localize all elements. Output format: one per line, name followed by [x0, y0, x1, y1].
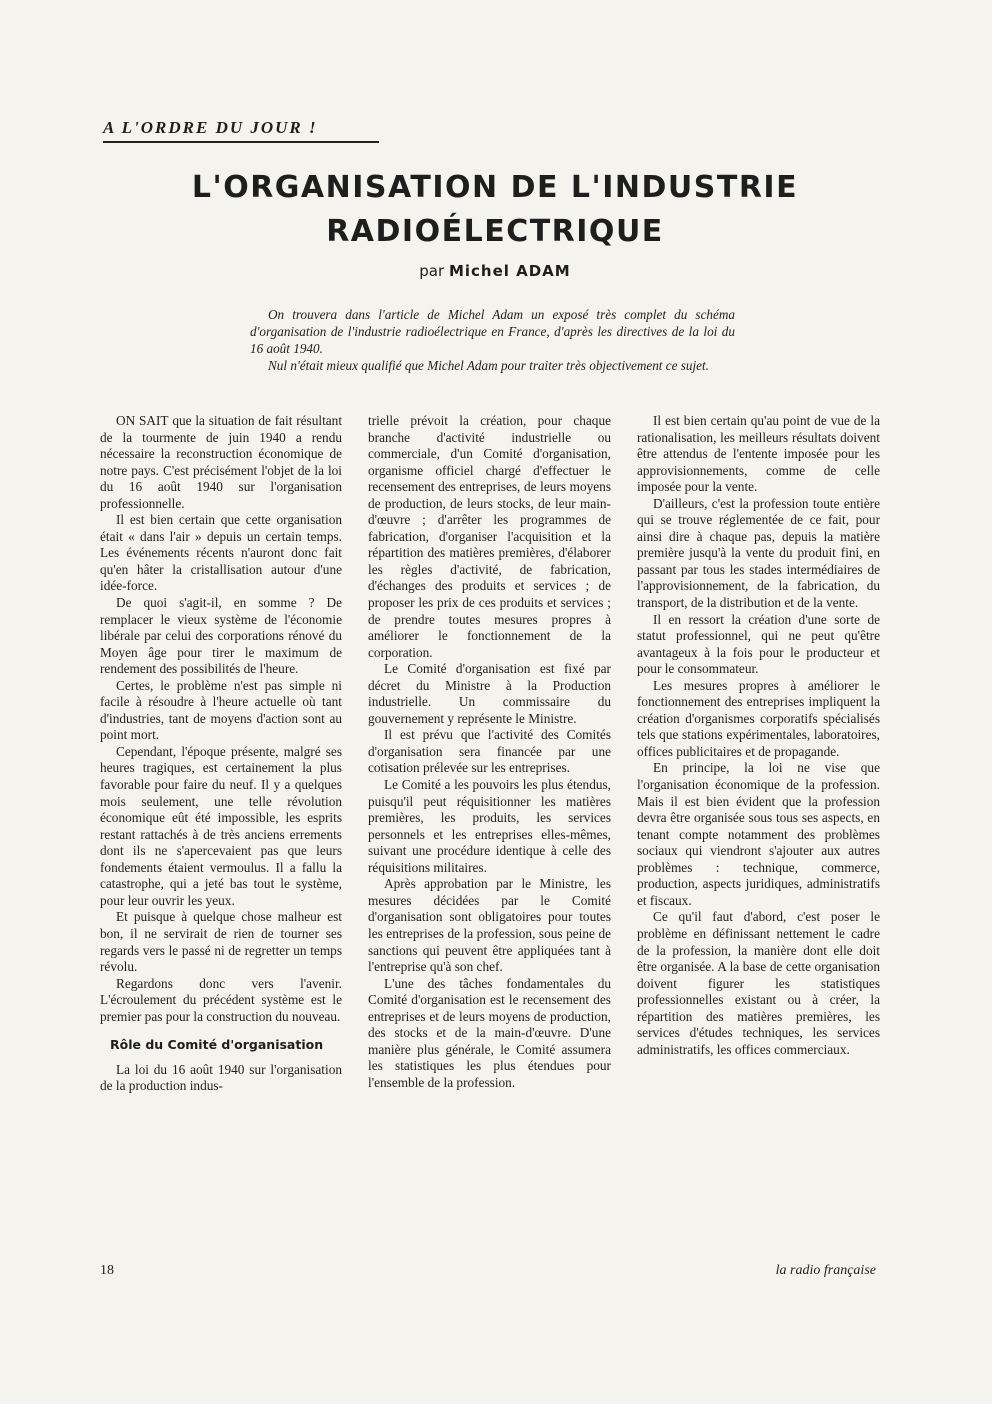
magazine-name: la radio française	[775, 1263, 876, 1278]
article-intro	[250, 306, 735, 374]
paragraph: Il est prévu que l'activité des Comités d'organisation sera financée par une cotisation prélevée sur les entreprises.	[368, 727, 611, 776]
paragraph: Il est bien certain qu'au point de vue de la rationalisation, les meilleurs résultats doivent être attendus de l'entente imposée pour les approvisionnements, comme de celle imposée pour la vente.	[637, 413, 880, 495]
paragraph: L'une des tâches fondamentales du Comité d'organisation est le recensement des entreprises et de leurs moyens de production, des stocks et de la main-d'œuvre. D'une manière plus générale, le Comité assumera les statistiques les plus étendues pour l'ensemble de la profession.	[368, 975, 611, 1090]
paragraph: Et puisque à quelque chose malheur est bon, il ne servirait de rien de tourner ses regards vers le passé ni de regretter un temps révolu.	[100, 909, 342, 975]
byline-prefix: par	[419, 262, 445, 280]
section-subheading: Rôle du Comité d'organisation	[110, 1037, 324, 1053]
lead-in: ON SAIT	[116, 413, 169, 428]
paragraph: Cependant, l'époque présente, malgré ses heures tragiques, est certainement la plus favorable pour faire du neuf. Il y a quelques mois seulement, une telle révolution économique eût été impossible, les esprits restant rattachés à de très anciens errements dont ils ne s'apercevaient pas que leurs fondements étaient vermoulus. Il a fallu la catastrophe, qui a jeté bas tout le système, pour leur ouvrir les yeux.	[100, 743, 342, 908]
paragraph: Regardons donc vers l'avenir. L'écroulement du précédent système est le premier pas pour la construction du nouveau.	[100, 975, 342, 1024]
title-line-2: RADIOÉLECTRIQUE	[326, 214, 664, 249]
paragraph: La loi du 16 août 1940 sur l'organisation de la production indus-	[100, 1061, 342, 1094]
paragraph: Certes, le problème n'est pas simple ni facile à résoudre à l'heure actuelle où tant d'industries, tant de moyens d'action sont au point mort.	[100, 677, 342, 743]
text-column-2	[368, 413, 611, 1091]
paragraph: Ce qu'il faut d'abord, c'est poser le problème en définissant nettement le cadre de la profession, la manière dont elle doit être organisée. A la base de cette organisation doivent figurer les statistiques professionnelles existant ou à créer, la répartition des matières premières, les services d'études techniques, les services administratifs, les offices commerciaux.	[637, 909, 880, 1057]
paragraph: Le Comité d'organisation est fixé par décret du Ministre à la Production industrielle. Un commissaire du gouvernement y représente le Ministre.	[368, 661, 611, 726]
paragraph-text: que la situation de fait résultant de la tourmente de juin 1940 a rendu nécessaire la reconstruction économique de notre pays. C'est précisément l'objet de la loi du 16 août 1940 sur l'organisation professionnelle.	[100, 413, 343, 511]
paragraph: De quoi s'agit-il, en somme ? De remplacer le vieux système de l'économie libérale par celui des corporations rénové du Moyen âge pour tirer le maximum de rendement des possibilités de l'heure.	[100, 595, 342, 677]
section-rubric: A L'ORDRE DU JOUR !	[103, 118, 379, 143]
paragraph: Les mesures propres à améliorer le fonctionnement des entreprises impliquent la création d'organismes corporatifs spécialisés tels que stations expérimentales, laboratoires, offices publicitaires et de propagande.	[637, 677, 880, 759]
paragraph: Après approbation par le Ministre, les mesures décidées par le Comité d'organisation sont obligatoires pour toutes les entreprises de la profession, sous peine de sanctions qui peuvent être appliquées tant à l'entreprise qu'à son chef.	[368, 876, 611, 975]
paragraph: D'ailleurs, c'est la profession toute entière qui se trouve réglementée de ce fait, pour ainsi dire à chaque pas, depuis la matière première jusqu'à la vente du produit fini, en passant par tous les stades intermédiaires de l'approvisionnement, de la fabrication, du transport, de la distribution et de la vente.	[637, 495, 880, 611]
paragraph	[100, 413, 342, 512]
paragraph: En principe, la loi ne vise que l'organisation économique de la profession. Mais il est bien évident que la profession devra être organisée sous tous ses aspects, en tenant compte notamment des problèmes sociaux qui viendront s'ajouter aux autres problèmes : technique, commerce, production, aspects juridiques, administratifs et fiscaux.	[637, 760, 880, 908]
author-name: Michel ADAM	[448, 262, 571, 280]
byline	[100, 262, 890, 280]
article-title	[100, 166, 890, 254]
title-line-1: L'ORGANISATION DE L'INDUSTRIE	[191, 170, 799, 205]
paragraph: Le Comité a les pouvoirs les plus étendus, puisqu'il peut réquisitionner les matières premières, les produits, les services personnels et les entreprises elles-mêmes, suivant une procédure identique à celle des réquisitions militaires.	[368, 777, 611, 875]
text-column-1	[100, 413, 342, 1095]
page-number: 18	[100, 1263, 114, 1278]
paragraph: Il est bien certain que cette organisation était « dans l'air » depuis un certain temps. Les événements récents n'auront donc fait qu'en hâter la cristallisation autour d'une idée-force.	[100, 512, 342, 594]
text-column-3	[637, 413, 880, 1058]
intro-paragraph: On trouvera dans l'article de Michel Adam un exposé très complet du schéma d'organisation de l'industrie radioélectrique en France, d'après les directives de la loi du 16 août 1940.	[250, 307, 735, 356]
paragraph: trielle prévoit la création, pour chaque branche d'activité industrielle ou commerciale, d'un Comité d'organisation, organisme officiel chargé d'effectuer le recensement des entreprises, de leurs moyens de production, de leurs stocks, de leur main-d'œuvre ; d'arrêter les programmes de fabrication, d'organiser l'acquisition et la répartition des matières premières, d'élaborer les règles d'activité, de fabrication, d'échanges des produits et services ; de proposer les prix de ces produits et services ; de prendre toutes mesures propres à améliorer le fonctionnement de la corporation.	[368, 413, 611, 660]
paragraph: Il en ressort la création d'une sorte de statut professionnel, qui ne peut qu'être avantageux à la fois pour le producteur et pour le consommateur.	[637, 611, 880, 677]
intro-paragraph: Nul n'était mieux qualifié que Michel Adam pour traiter très objectivement ce sujet.	[268, 358, 709, 373]
